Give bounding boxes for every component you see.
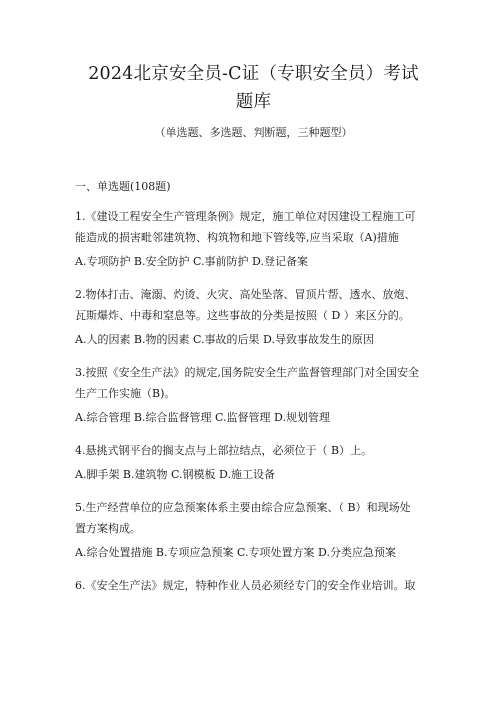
question-stem: 瓦斯爆炸、中毒和窒息等。这些事故的分类是按照（ D ）来区分的。 bbox=[75, 309, 410, 322]
question-3 bbox=[75, 362, 432, 428]
title-line-2: 题库 bbox=[235, 92, 272, 112]
question-options: A.综合处置措施 B.专项应急预案 C.专项处置方案 D.分类应急预案 bbox=[75, 546, 396, 559]
question-stem: 6.《安全生产法》规定，特种作业人员必须经专门的安全作业培训。取 bbox=[75, 579, 416, 592]
question-stem: 置方案构成。 bbox=[75, 522, 141, 535]
document-title bbox=[75, 60, 432, 116]
section-heading: 一、单选题(108题) bbox=[75, 180, 171, 193]
question-6 bbox=[75, 575, 432, 596]
question-options: A.人的因素 B.物的因素 C.事故的后果 D.导致事故发生的原因 bbox=[75, 333, 374, 346]
question-stem: 4.悬挑式钢平台的搁支点与上部拉结点，必须位于（ B）上。 bbox=[75, 444, 373, 457]
question-stem: 2.物体打击、淹溺、灼烫、火灾、高处坠落、冒顶片帮、透水、放炮、 bbox=[75, 288, 416, 301]
question-2 bbox=[75, 284, 432, 350]
question-options: A.综合管理 B.综合监督管理 C.监督管理 D.规划管理 bbox=[75, 411, 330, 424]
question-5 bbox=[75, 497, 432, 563]
question-options: A.脚手架 B.建筑物 C.钢模板 D.施工设备 bbox=[75, 468, 275, 481]
title-line-1: 2024北京安全员-C证（专职安全员）考试 bbox=[88, 64, 419, 84]
question-stem: 生产工作实施（B)。 bbox=[75, 387, 176, 400]
question-stem: 3.按照《安全生产法》的规定,国务院安全生产监督管理部门对全国安全 bbox=[75, 366, 419, 379]
question-stem: 能造成的损害毗邻建筑物、构筑物和地下管线等,应当采取（A)措施 bbox=[75, 231, 399, 244]
question-options: A.专项防护 B.安全防护 C.事前防护 D.登记备案 bbox=[75, 255, 308, 268]
document-subtitle: （单选题、多选题、判断题，三种题型） bbox=[154, 126, 353, 139]
question-stem: 1.《建设工程安全生产管理条例》规定，施工单位对因建设工程施工可 bbox=[75, 210, 416, 223]
question-stem: 5.生产经营单位的应急预案体系主要由综合应急预案、（ B）和现场处 bbox=[75, 501, 411, 514]
question-1 bbox=[75, 206, 432, 272]
question-4 bbox=[75, 440, 432, 485]
